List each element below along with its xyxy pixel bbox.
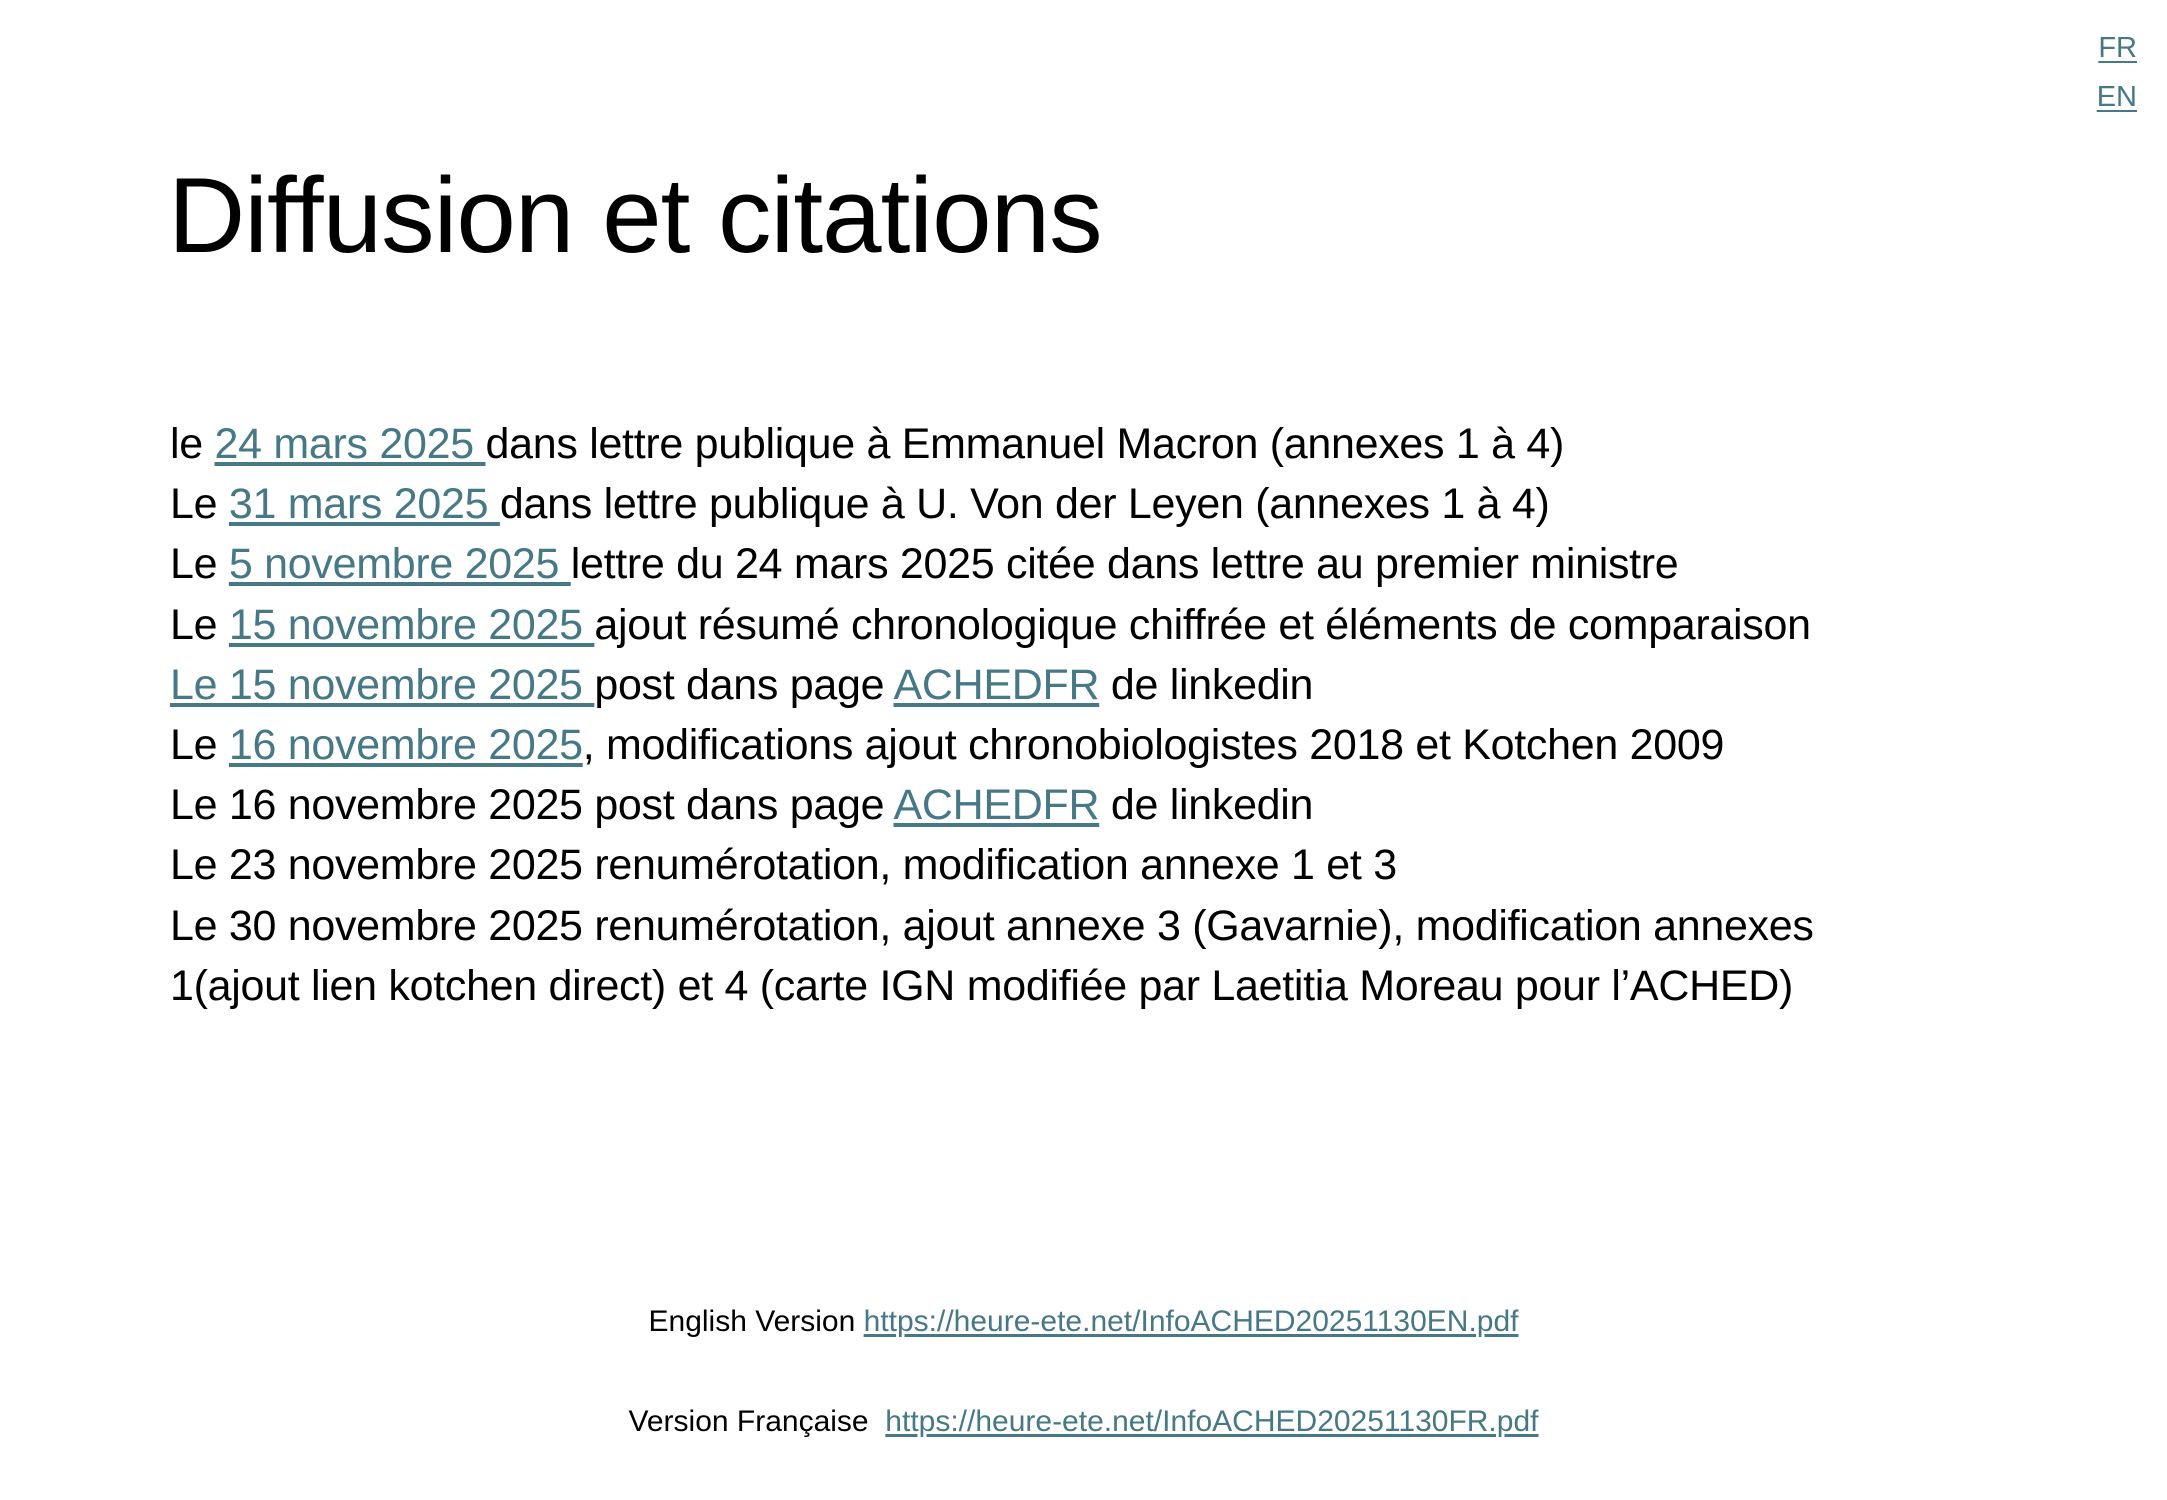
date-link[interactable]: 5 novembre 2025 bbox=[228, 540, 571, 589]
entry-prefix: le bbox=[170, 420, 215, 468]
entry-text: dans lettre publique à Emmanuel Macron (annexes 1 à 4) bbox=[485, 420, 1565, 468]
language-switcher bbox=[2097, 24, 2137, 122]
english-pdf-link[interactable]: https://heure-ete.net/InfoACHED20251130EN.pdf bbox=[863, 1305, 1519, 1338]
list-item bbox=[170, 474, 2130, 534]
french-pdf-link[interactable]: https://heure-ete.net/InfoACHED20251130FR.pdf bbox=[885, 1405, 1539, 1438]
achedfr-link[interactable]: ACHEDFR bbox=[893, 781, 1100, 830]
french-version-label: Version Française bbox=[628, 1405, 886, 1438]
entry-text: ajout résumé chronologique chiffrée et éléments de comparaison bbox=[594, 600, 1811, 649]
date-link[interactable]: Le 15 novembre 2025 bbox=[170, 660, 595, 709]
entry-prefix: Le bbox=[170, 480, 229, 529]
entry-prefix: Le 16 novembre 2025 post dans page bbox=[170, 781, 894, 830]
list-item bbox=[170, 414, 2130, 474]
date-link[interactable]: 15 novembre 2025 bbox=[228, 600, 595, 649]
list-item bbox=[170, 534, 2130, 594]
list-item bbox=[170, 655, 2130, 715]
achedfr-link[interactable]: ACHEDFR bbox=[893, 660, 1100, 709]
entry-text: dans lettre publique à U. Von der Leyen (annexes 1 à 4) bbox=[499, 480, 1550, 529]
entry-text: de linkedin bbox=[1099, 660, 1314, 709]
entry-text: lettre du 24 mars 2025 citée dans lettre au premier ministre bbox=[570, 540, 1679, 589]
date-link[interactable]: 24 mars 2025 bbox=[214, 420, 486, 468]
list-item bbox=[170, 715, 2130, 775]
english-version-label: English Version bbox=[648, 1305, 864, 1338]
list-item: 1(ajout lien kotchen direct) et 4 (carte IGN modifiée par Laetitia Moreau pour l’ACHED) bbox=[170, 961, 1793, 1010]
diffusion-list bbox=[170, 414, 2130, 1016]
list-item bbox=[170, 775, 2130, 835]
entry-prefix: Le bbox=[170, 721, 229, 770]
entry-prefix: Le bbox=[170, 600, 229, 649]
list-item: Le 23 novembre 2025 renumérotation, modification annexe 1 et 3 bbox=[170, 841, 1397, 890]
lang-en-link[interactable]: EN bbox=[2096, 81, 2137, 113]
entry-text: , modifications ajout chronobiologistes 2018 et Kotchen 2009 bbox=[582, 721, 1725, 770]
list-item bbox=[170, 595, 2130, 655]
page-title: Diffusion et citations bbox=[168, 155, 1102, 275]
entry-text: de linkedin bbox=[1099, 781, 1314, 830]
entry-prefix: Le bbox=[170, 540, 229, 589]
entry-text: post dans page bbox=[594, 660, 894, 709]
french-version-line bbox=[0, 1405, 2167, 1439]
lang-fr-link[interactable]: FR bbox=[2098, 32, 2137, 64]
english-version-line bbox=[0, 1305, 2167, 1339]
date-link[interactable]: 16 novembre 2025 bbox=[228, 721, 583, 770]
date-link[interactable]: 31 mars 2025 bbox=[228, 480, 500, 529]
list-item: Le 30 novembre 2025 renumérotation, ajout annexe 3 (Gavarnie), modification annexes bbox=[170, 901, 1814, 950]
